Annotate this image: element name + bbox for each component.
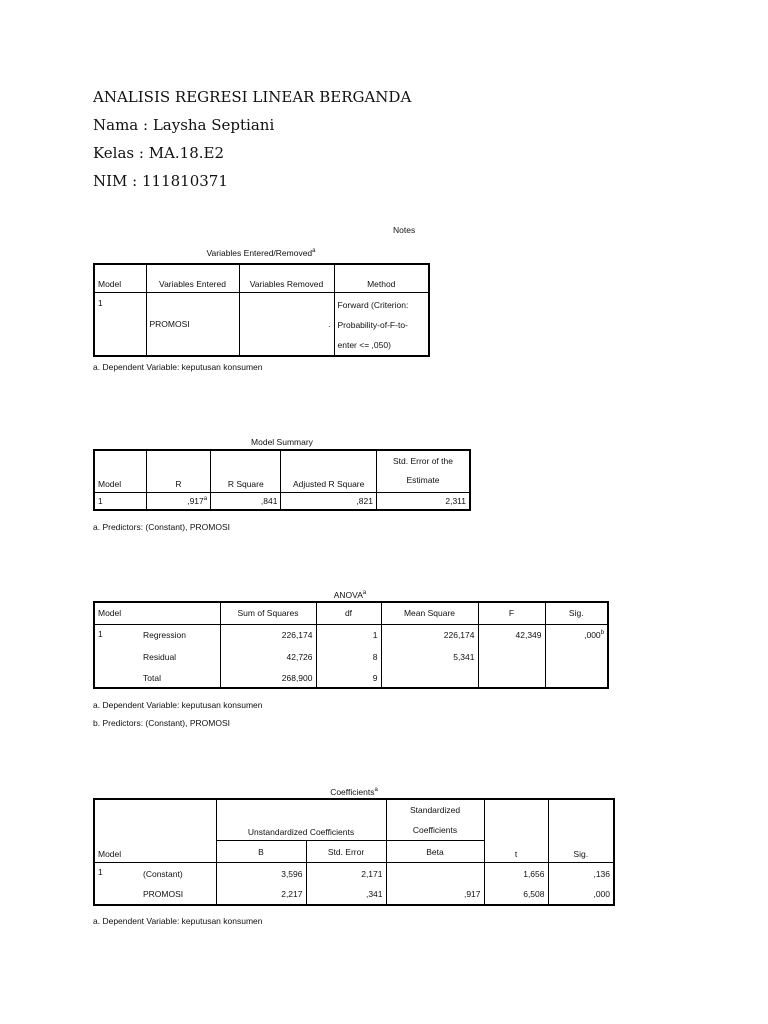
header-r: R bbox=[146, 450, 210, 492]
model-summary-table bbox=[93, 449, 471, 511]
se-cell: ,341 bbox=[306, 885, 386, 905]
header-unstandardized: Unstandardized Coefficients bbox=[216, 799, 386, 841]
method-cell: Forward (Criterion: Probability-of-F-to- enter <= ,050) bbox=[337, 299, 409, 350]
doc-title: ANALISIS REGRESI LINEAR BERGANDA bbox=[93, 88, 412, 106]
variables-footnote: a. Dependent Variable: keputusan konsumen bbox=[93, 362, 263, 372]
model-summary-title: Model Summary bbox=[251, 437, 313, 447]
model-cell: 1 bbox=[98, 867, 103, 877]
header-model: Model bbox=[94, 602, 220, 624]
anova-title: ANOVA$^a$ bbox=[333, 590, 367, 600]
header-f: F bbox=[478, 602, 545, 624]
anova-footnote-a: a. Dependent Variable: keputusan konsumen bbox=[93, 700, 263, 710]
header-model: Model bbox=[94, 799, 216, 863]
se-cell: 2,171 bbox=[306, 863, 386, 885]
source-label: Total bbox=[140, 668, 220, 688]
header-adjusted-r-square: Adjusted R Square bbox=[281, 450, 377, 492]
entered-cell: PROMOSI bbox=[146, 292, 239, 356]
coefficients-table bbox=[93, 798, 615, 906]
table-row bbox=[94, 668, 608, 688]
sig-cell bbox=[545, 668, 608, 688]
std-error-cell: 2,311 bbox=[445, 495, 466, 506]
table-row bbox=[94, 624, 608, 646]
f-cell bbox=[478, 646, 545, 668]
header-standardized: Standardized Coefficients bbox=[386, 799, 484, 841]
anova-table bbox=[93, 601, 609, 689]
model-summary-footnote: a. Predictors: (Constant), PROMOSI bbox=[93, 522, 230, 532]
header-beta: Beta bbox=[386, 841, 484, 863]
model-cell: 1 bbox=[94, 492, 146, 510]
notes-label: Notes bbox=[393, 225, 416, 235]
adj-r-square-cell: ,821 bbox=[281, 492, 377, 510]
header-sig: Sig. bbox=[548, 799, 614, 863]
ss-cell: 42,726 bbox=[220, 646, 316, 668]
ms-cell: 226,174 bbox=[381, 624, 478, 646]
student-nim: NIM : 111810371 bbox=[93, 172, 228, 190]
header-df: df bbox=[316, 602, 381, 624]
coefficients-footnote: a. Dependent Variable: keputusan konsumen bbox=[93, 916, 263, 926]
coefficients-title: Coefficients$^a$ bbox=[330, 787, 378, 797]
ss-cell: 226,174 bbox=[220, 624, 316, 646]
variables-table bbox=[93, 263, 430, 357]
t-cell: 6,508 bbox=[484, 885, 548, 905]
header-std-error: Std. Error of the Estimate bbox=[376, 450, 470, 492]
model-cell: 1 bbox=[98, 628, 103, 639]
sig-cell: ,000 bbox=[593, 889, 610, 899]
df-cell: 8 bbox=[316, 646, 381, 668]
sig-cell: ,136 bbox=[593, 868, 610, 879]
beta-cell bbox=[386, 863, 484, 885]
ms-cell bbox=[381, 668, 478, 688]
ms-cell: 5,341 bbox=[381, 646, 478, 668]
predictor-label: (Constant) bbox=[140, 863, 216, 885]
table-row bbox=[94, 292, 429, 356]
model-cell: 1 bbox=[94, 292, 146, 356]
f-cell bbox=[478, 668, 545, 688]
source-label: Residual bbox=[140, 646, 220, 668]
table-row bbox=[94, 863, 614, 885]
header-sum-of-squares: Sum of Squares bbox=[220, 602, 316, 624]
student-name: Nama : Laysha Septiani bbox=[93, 116, 275, 134]
r-square-cell: ,841 bbox=[211, 492, 281, 510]
table-row bbox=[94, 885, 614, 905]
header-model: Model bbox=[94, 450, 146, 492]
b-cell: 2,217 bbox=[216, 885, 306, 905]
predictor-label: PROMOSI bbox=[140, 885, 216, 905]
table-row bbox=[94, 646, 608, 668]
removed-cell: . bbox=[239, 292, 334, 356]
source-label: Regression bbox=[140, 624, 220, 646]
ss-cell: 268,900 bbox=[220, 668, 316, 688]
f-cell: 42,349 bbox=[478, 624, 545, 646]
header-r-square: R Square bbox=[211, 450, 281, 492]
header-b: B bbox=[216, 841, 306, 863]
student-class: Kelas : MA.18.E2 bbox=[93, 144, 225, 162]
header-model: Model bbox=[94, 264, 146, 292]
beta-cell: ,917 bbox=[386, 885, 484, 905]
r-cell: ,917$^a$ bbox=[146, 492, 210, 510]
table-row bbox=[94, 492, 470, 510]
t-cell: 1,656 bbox=[484, 863, 548, 885]
sig-cell bbox=[545, 646, 608, 668]
header-std-error: Std. Error bbox=[306, 841, 386, 863]
df-cell: 1 bbox=[316, 624, 381, 646]
header-variables-entered: Variables Entered bbox=[146, 264, 239, 292]
header-method: Method bbox=[334, 264, 429, 292]
b-cell: 3,596 bbox=[216, 863, 306, 885]
df-cell: 9 bbox=[316, 668, 381, 688]
header-t: t bbox=[484, 799, 548, 863]
header-variables-removed: Variables Removed bbox=[239, 264, 334, 292]
header-mean-square: Mean Square bbox=[381, 602, 478, 624]
variables-table-title: Variables Entered/Removed$^a$ bbox=[206, 248, 316, 258]
sig-cell: ,000$^b$ bbox=[584, 630, 604, 641]
header-sig: Sig. bbox=[545, 602, 608, 624]
anova-footnote-b: b. Predictors: (Constant), PROMOSI bbox=[93, 718, 230, 728]
